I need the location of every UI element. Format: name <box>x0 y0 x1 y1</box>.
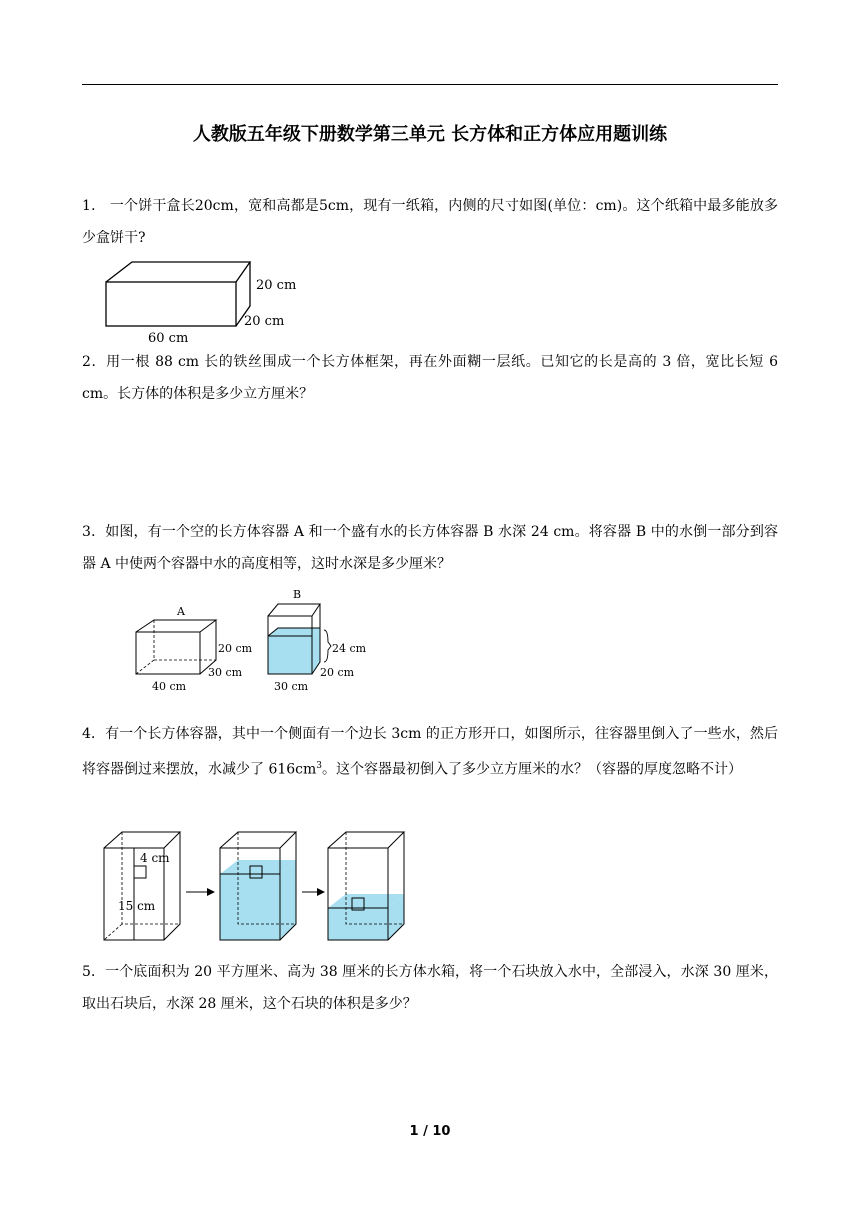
water-fill <box>268 636 312 674</box>
question-1 <box>82 190 778 254</box>
label-b-length: 30 cm <box>274 680 309 693</box>
question-5 <box>82 956 778 1020</box>
label-height: 20 cm <box>256 278 297 293</box>
label-a-height: 20 cm <box>218 642 253 655</box>
question-text: 一个底面积为 20 平方厘米、高为 38 厘米的长方体水箱，将一个石块放入水中，全部浸入，水深 30 厘米，取出石块后，水深 28 厘米，这个石块的体积是多少？ <box>82 964 778 1012</box>
figure-flip-container <box>96 828 416 946</box>
label-b-width: 20 cm <box>320 666 355 679</box>
header-rule <box>82 84 778 85</box>
label-a-width: 30 cm <box>208 666 243 679</box>
label-b: B <box>293 588 302 601</box>
label-b-water: 24 cm <box>332 642 367 655</box>
question-text: 用一根 88 cm 长的铁丝围成一个长方体框架，再在外面糊一层纸。已知它的长是高的 3 倍，宽比长短 6 cm。长方体的体积是多少立方厘米？ <box>82 354 778 402</box>
question-3 <box>82 516 778 580</box>
label-top-gap: 4 cm <box>140 851 170 865</box>
question-number: 5． <box>82 964 106 980</box>
figure-containers-ab <box>128 586 378 696</box>
container-a <box>136 605 253 693</box>
box-empty <box>104 832 180 940</box>
question-text-after: 。这个容器最初倒入了多少立方厘米的水？（容器的厚度忽略不计） <box>322 761 743 778</box>
container-b <box>268 588 367 693</box>
question-2 <box>82 346 778 410</box>
question-text-before: 有一个长方体容器，其中一个侧面有一个边长 3cm 的正方形开口，如图所示，往容器里倒入了一些水，然后将容器倒过来摆放，水减少了 616cm <box>82 726 778 778</box>
question-text: 如图，有一个空的长方体容器 A 和一个盛有水的长方体容器 B 水深 24 cm。将容器 B 中的水倒一部分到容器 A 中使两个容器中水的高度相等，这时水深是多少厘米？ <box>82 524 778 572</box>
box-outline <box>106 262 250 326</box>
figure-carton-box <box>100 256 310 346</box>
label-width: 20 cm <box>244 314 285 329</box>
label-a-length: 40 cm <box>152 680 187 693</box>
page-number: 1 / 10 <box>409 1124 451 1139</box>
question-number: 4． <box>82 726 106 742</box>
box-filled <box>220 832 296 940</box>
label-height: 15 cm <box>118 899 156 913</box>
question-number: 1． <box>82 198 106 214</box>
label-length: 60 cm <box>148 331 189 346</box>
question-number: 3． <box>82 524 106 540</box>
label-a: A <box>177 605 185 618</box>
box-flipped <box>328 832 404 940</box>
superscript: 3 <box>316 761 323 771</box>
question-number: 2． <box>82 354 107 370</box>
page-title: 人教版五年级下册数学第三单元 长方体和正方体应用题训练 <box>192 124 668 145</box>
question-text: 一个饼干盒长20cm，宽和高都是5cm，现有一纸箱，内侧的尺寸如图(单位：cm)。这个纸箱中最多能放多少盒饼干? <box>82 198 778 246</box>
question-4 <box>82 718 778 786</box>
